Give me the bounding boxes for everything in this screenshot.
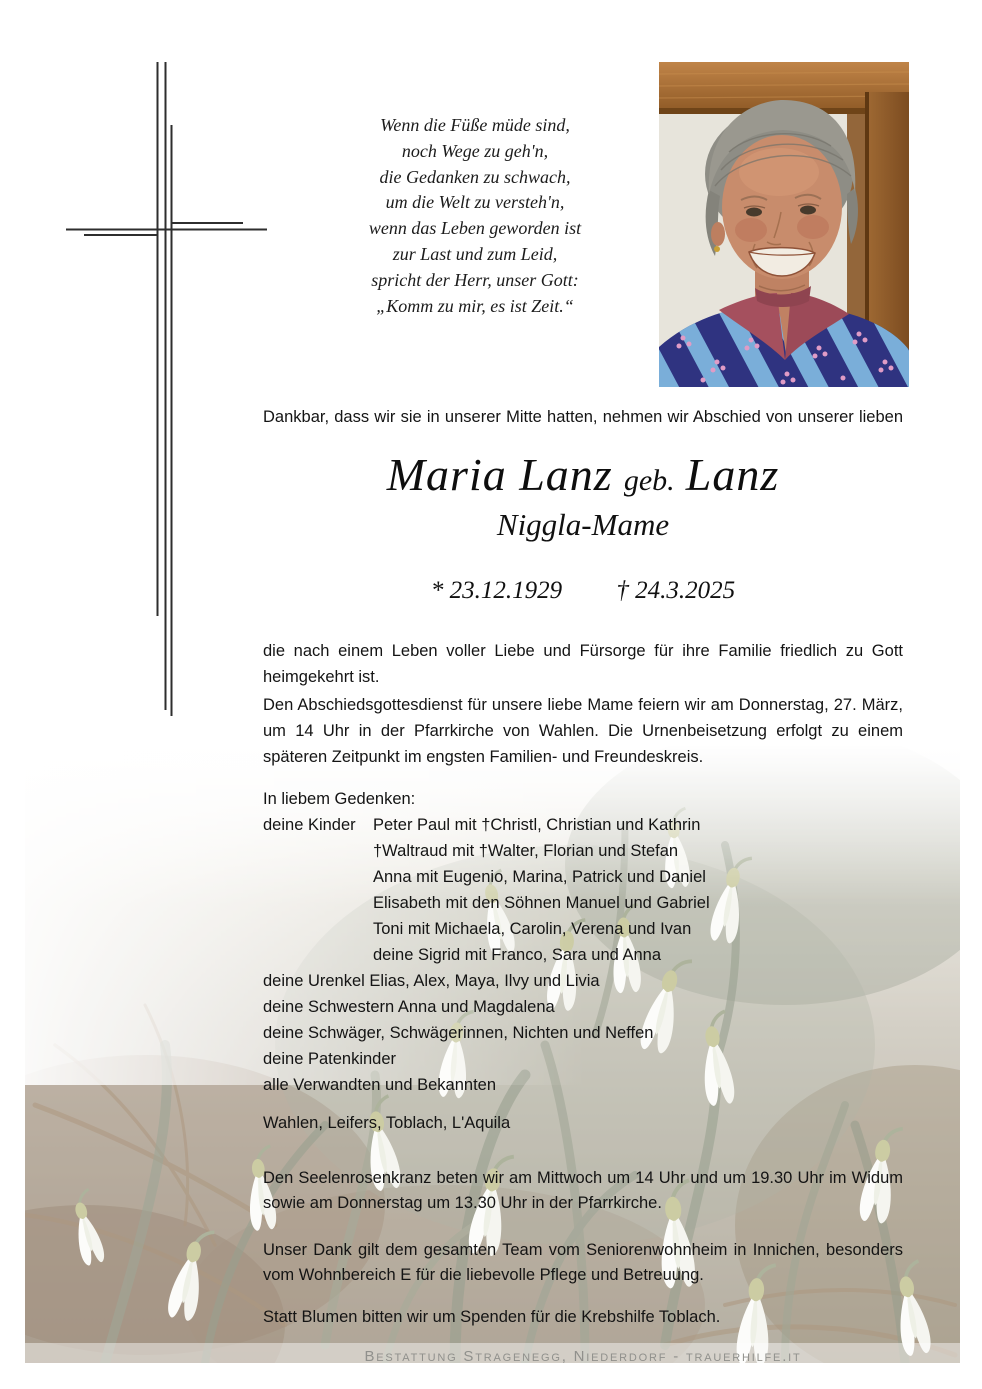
deceased-first-last-name: Maria Lanz: [386, 449, 613, 500]
death-date: † 24.3.2025: [616, 577, 736, 604]
list-item: Elisabeth mit den Söhnen Manuel und Gabriel: [373, 894, 710, 912]
birth-date: * 23.12.1929: [430, 577, 563, 604]
list-item: Toni mit Michaela, Carolin, Verena und Ivan: [373, 920, 692, 938]
poem-line: die Gedanken zu schwach,: [379, 166, 571, 187]
funeral-home-footer: Bestattung Stragenegg, Niederdorf - trauerhilfe.it: [364, 1348, 802, 1365]
poem-line: noch Wege zu geh'n,: [401, 140, 549, 161]
rosary-notice: Den Seelenrosenkranz beten wir am Mittwoch um 14 Uhr und um 19.30 Uhr im Widum sowie am Donnerstag um 13.30 Uhr in der Pfarrkirche.: [263, 1169, 903, 1212]
list-item: †Waltraud mit †Walter, Florian und Stefan: [373, 842, 679, 860]
list-item: [263, 812, 903, 838]
portrait-illustration: [659, 62, 909, 387]
paragraph-service: Den Abschiedsgottesdienst für unsere liebe Mame feiern wir am Donnerstag, 27. März, um 14 Uhr in der Pfarrkirche von Wahlen. Die Urnenbeisetzung erfolgt zu einem späteren Zeitpunkt im engsten Familien- und Freundeskreis.: [263, 696, 903, 766]
poem-line: um die Welt zu versteh'n,: [385, 192, 565, 213]
deceased-nickname: Niggla-Mame: [496, 507, 670, 542]
poem: [320, 113, 630, 319]
list-item: deine Sigrid mit Franco, Sara und Anna: [373, 946, 662, 964]
deceased-name: [263, 444, 903, 516]
list-item: deine Schwäger, Schwägerinnen, Nichten und Neffen: [263, 1024, 654, 1042]
donations-notice: Statt Blumen bitten wir um Spenden für die Krebshilfe Toblach.: [263, 1308, 721, 1326]
remembrance-title: In liebem Gedenken:: [263, 790, 416, 808]
deceased-maiden-name: Lanz: [685, 449, 780, 500]
list-item: Anna mit Eugenio, Marina, Patrick und Daniel: [373, 868, 706, 886]
deceased-geb-label: geb.: [623, 464, 675, 497]
life-dates: [263, 578, 903, 604]
poem-line: wenn das Leben geworden ist: [368, 218, 582, 239]
children-label: deine Kinder: [263, 816, 356, 834]
places-line: Wahlen, Leifers, Toblach, L'Aquila: [263, 1114, 511, 1132]
poem-line: spricht der Herr, unser Gott:: [371, 269, 579, 290]
thanks-notice: Unser Dank gilt dem gesamten Team vom Seniorenwohnheim in Innichen, besonders vom Wohnbereich E für die liebevolle Pflege und Betreuung.: [263, 1241, 903, 1284]
remembrance-list: [263, 812, 903, 1098]
list-item: deine Schwestern Anna und Magdalena: [263, 998, 555, 1016]
poem-line: Wenn die Füße müde sind,: [380, 115, 570, 135]
portrait-photo: [659, 62, 909, 387]
poem-line: „Komm zu mir, es ist Zeit.“: [376, 295, 574, 316]
list-item: alle Verwandten und Bekannten: [263, 1076, 497, 1094]
list-item: deine Urenkel Elias, Alex, Maya, Ilvy und Livia: [263, 972, 600, 990]
list-item: deine Patenkinder: [263, 1050, 397, 1068]
intro-line: Dankbar, dass wir sie in unserer Mitte hatten, nehmen wir Abschied von unserer lieben: [263, 408, 903, 426]
paragraph-passing: die nach einem Leben voller Liebe und Fürsorge für ihre Familie friedlich zu Gott heimgekehrt ist.: [263, 642, 903, 686]
child-entry: Peter Paul mit †Christl, Christian und Kathrin: [373, 816, 701, 834]
poem-line: zur Last und zum Leid,: [392, 243, 558, 264]
